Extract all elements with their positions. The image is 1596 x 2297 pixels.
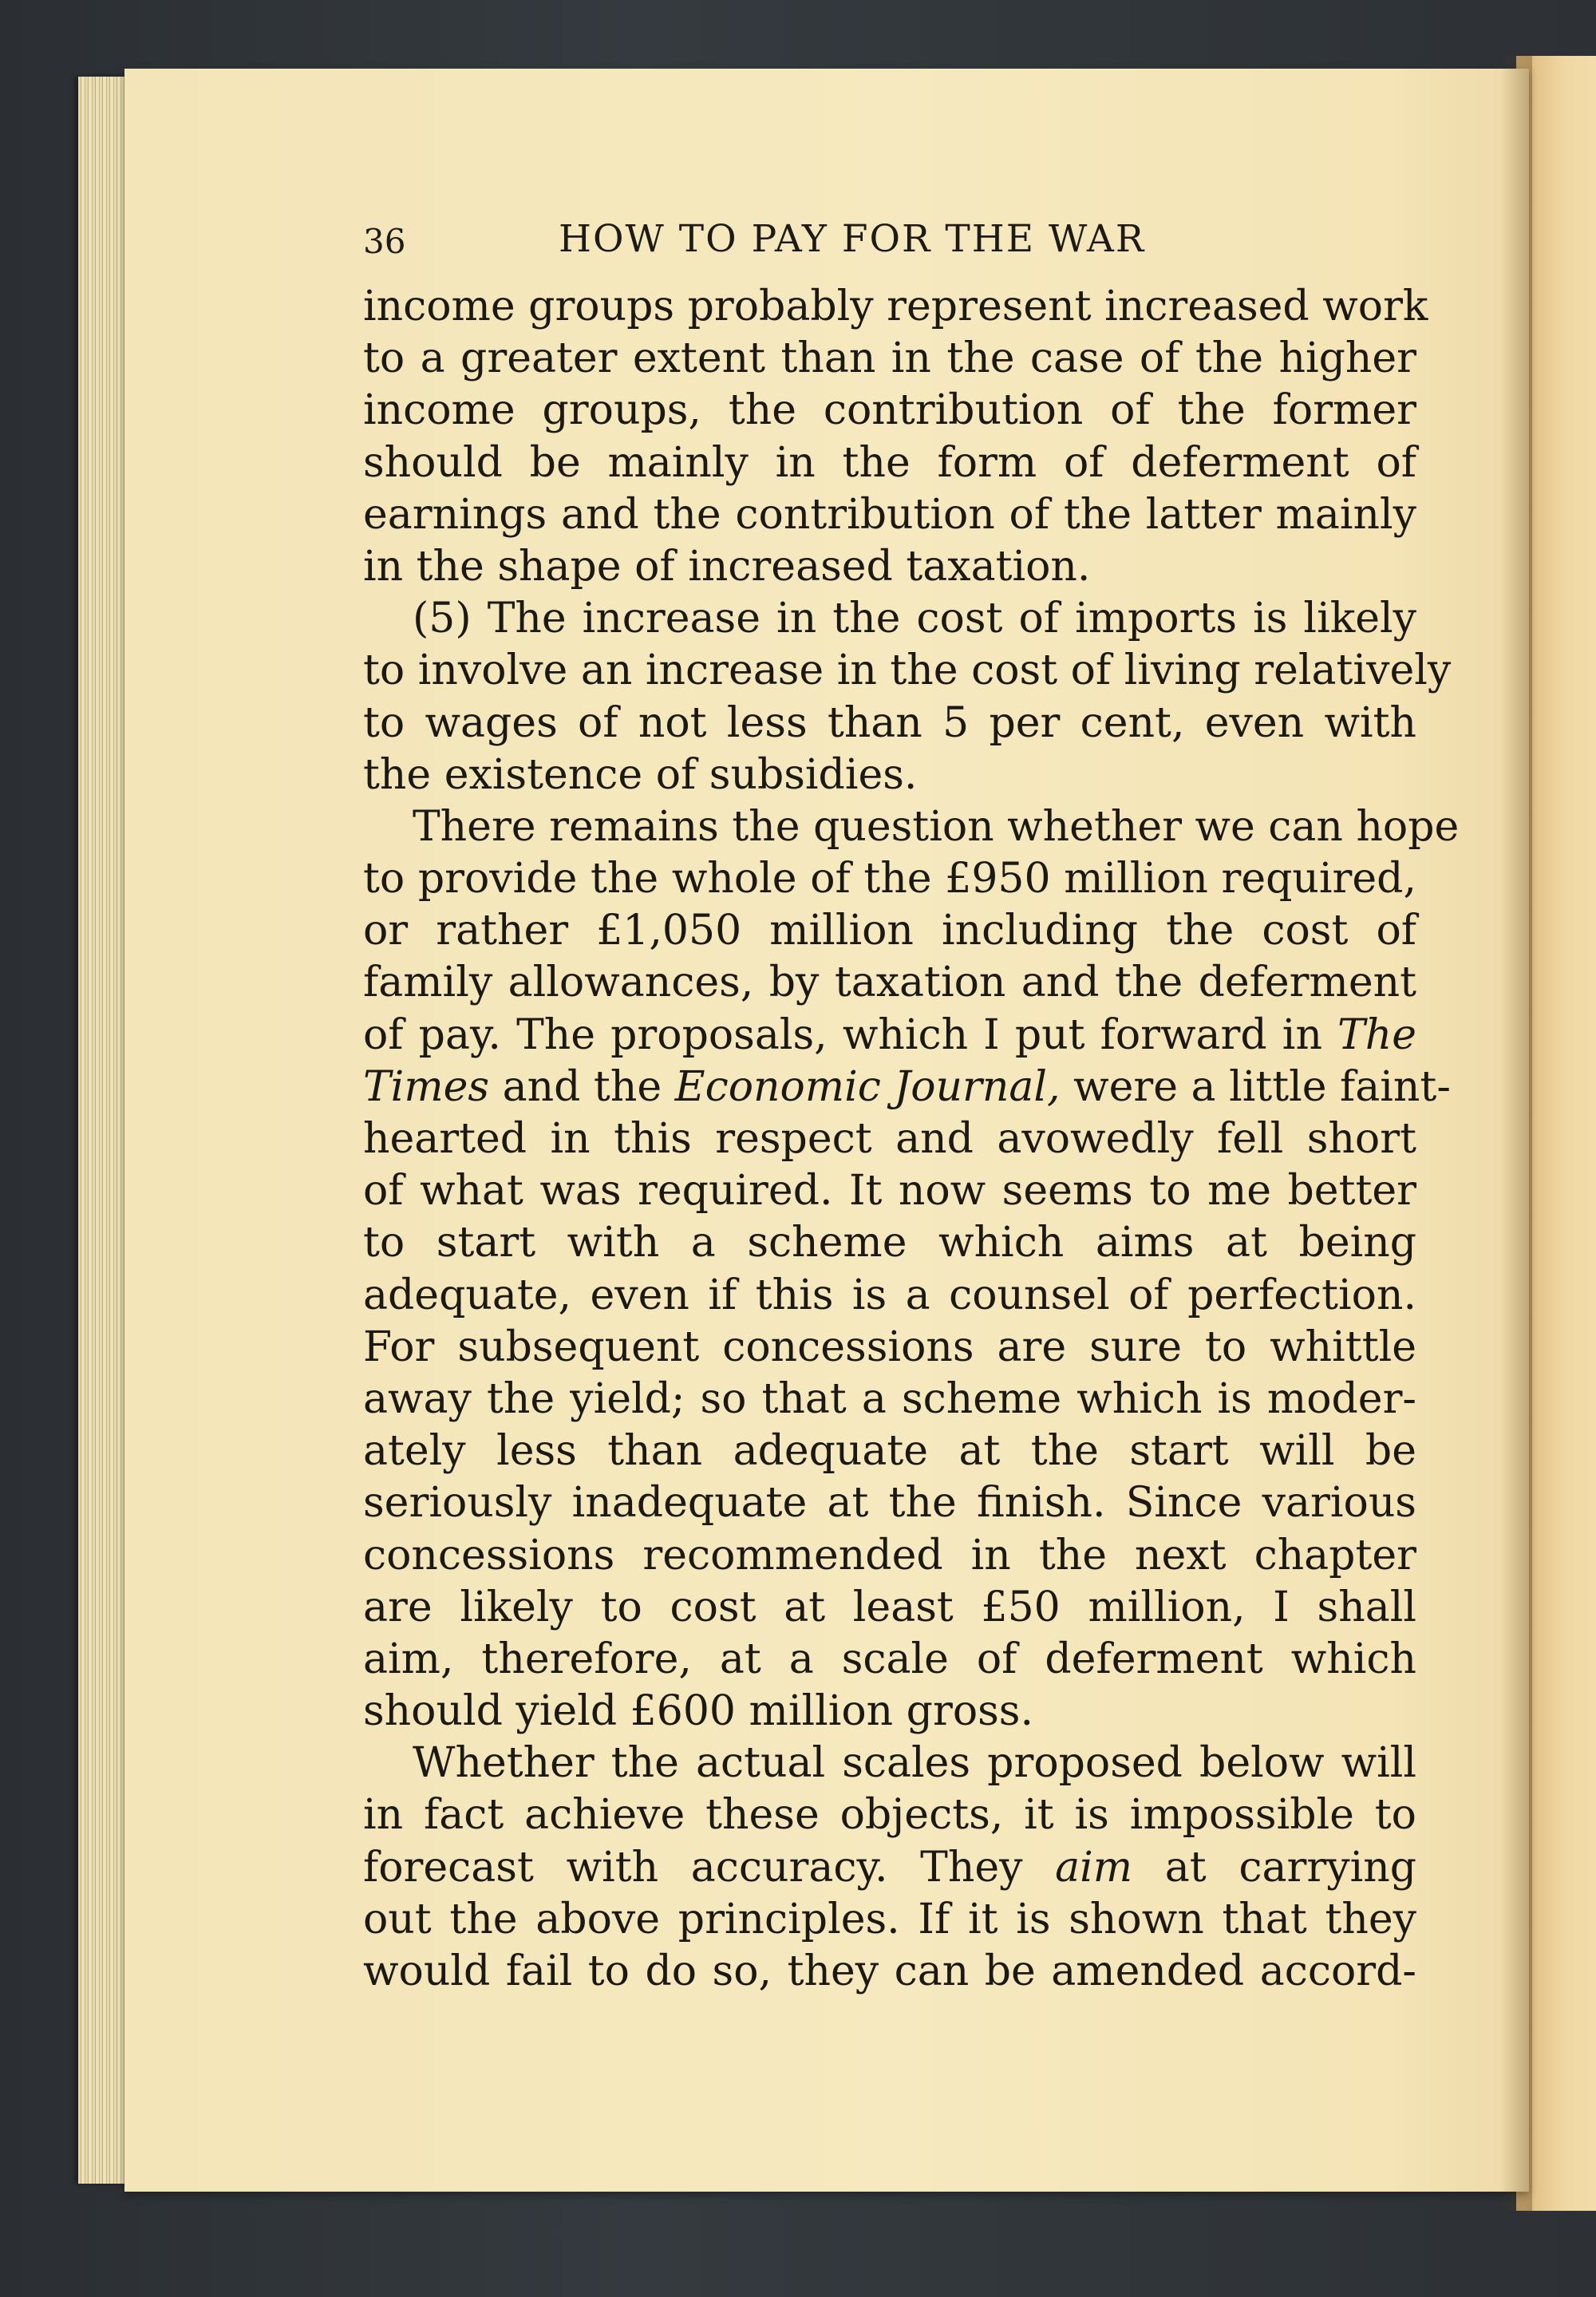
text-line: to start with a scheme which aims at being (363, 1219, 1416, 1267)
text-line (363, 1062, 1451, 1113)
page-number: 36 (363, 222, 406, 261)
text-line: There remains the question whether we can hope (413, 802, 1460, 851)
text-line: away the yield; so that a scheme which is moder- (363, 1374, 1416, 1423)
text-line: the existence of subsidies. (363, 750, 918, 799)
text-line (363, 1010, 1416, 1062)
text-line: income groups, the contribution of the former (363, 386, 1416, 435)
text-segment: of pay. The proposals, which I put forward in (363, 1010, 1338, 1059)
text-line: out the above principles. If it is shown that they (363, 1895, 1416, 1943)
text-line: of what was required. It now seems to me better (363, 1167, 1416, 1216)
text-line: adequate, even if this is a counsel of perfection. (363, 1271, 1416, 1319)
running-title: HOW TO PAY FOR THE WAR (559, 217, 1146, 261)
text-segment: at carrying (1132, 1843, 1416, 1892)
italic-title: The (1337, 1010, 1416, 1059)
text-line: income groups probably represent increased work (363, 283, 1428, 330)
text-line: hearted in this respect and avowedly fell short (363, 1115, 1416, 1163)
text-segment: forecast with accuracy. They (363, 1843, 1056, 1892)
text-line: earnings and the contribution of the latter mainly (363, 490, 1416, 539)
text-line: aim, therefore, at a scale of deferment which (363, 1635, 1416, 1683)
text-segment: and the (489, 1062, 675, 1111)
italic-emphasis: aim (1055, 1843, 1133, 1892)
text-line: should yield £600 million gross. (363, 1687, 1034, 1736)
text-line: would fail to do so, they can be amended accord- (363, 1947, 1416, 1995)
text-line: family allowances, by taxation and the deferment (363, 959, 1416, 1007)
text-segment: were a little faint- (1060, 1062, 1451, 1111)
text-line: (5) The increase in the cost of imports is likely (413, 595, 1416, 643)
text-line: in fact achieve these objects, it is impossible to (363, 1791, 1416, 1840)
italic-title: Economic Journal, (674, 1062, 1061, 1111)
text-line: should be mainly in the form of deferment of (363, 438, 1416, 487)
text-line: For subsequent concessions are sure to whittle (363, 1322, 1416, 1371)
text-line: are likely to cost at least £50 million, I shall (363, 1583, 1416, 1631)
text-line: Whether the actual scales proposed below will (413, 1739, 1416, 1788)
text-line (363, 1842, 1416, 1894)
text-line: in the shape of increased taxation. (363, 542, 1091, 591)
text-line: or rather £1,050 million including the cost of (363, 907, 1416, 955)
text-line: to provide the whole of the £950 million required, (363, 855, 1416, 903)
text-line: ately less than adequate at the start will be (363, 1427, 1416, 1476)
text-line: to wages of not less than 5 per cent, even with (363, 698, 1416, 747)
text-line: to a greater extent than in the case of the higher (363, 334, 1416, 383)
body-text (363, 281, 1460, 1998)
italic-title: Times (363, 1062, 490, 1111)
text-line: seriously inadequate at the finish. Since various (363, 1479, 1416, 1528)
gutter-shadow (1500, 56, 1532, 2211)
text-line: concessions recommended in the next chapter (363, 1531, 1416, 1579)
text-line: to involve an increase in the cost of living relatively (363, 646, 1452, 695)
